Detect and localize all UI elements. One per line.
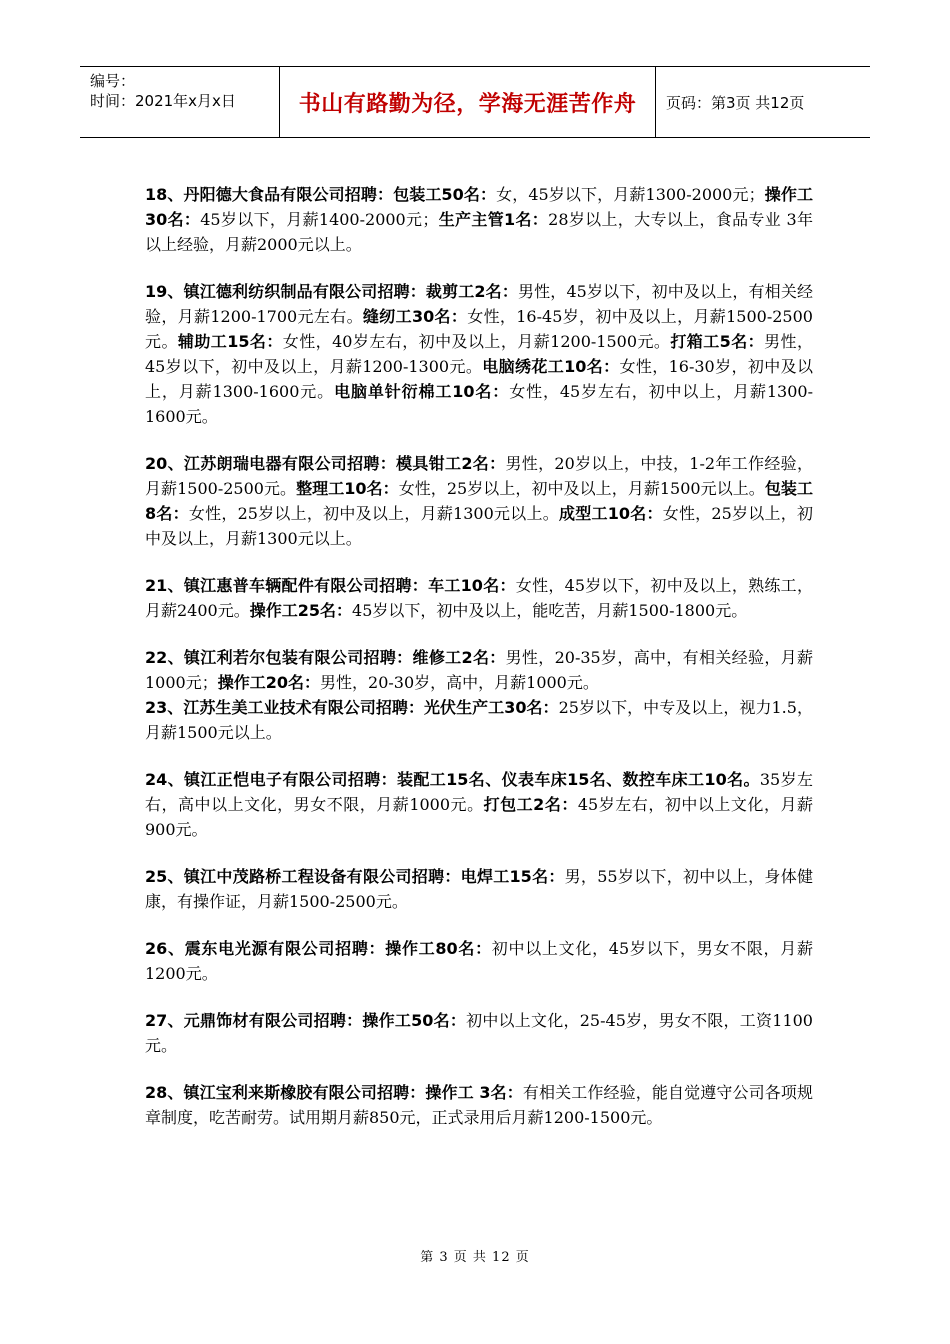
position-heading: 18、丹阳德大食品有限公司招聘：包装工50名： (145, 185, 497, 204)
position-heading: 操作工25名： (249, 601, 353, 620)
position-details: 35岁左右，高中以上文化，男女不限，月薪1000元。 (145, 770, 813, 814)
position-details: 初中以上文化，25-45岁，男女不限，工资1100元。 (145, 1011, 813, 1055)
position-details: 男性，20-35岁，高中，有相关经验，月薪1000元； (145, 648, 813, 692)
position-heading: 24、镇江正恺电子有限公司招聘：装配工15名、仪表车床15名、数控车床工10名。 (145, 770, 760, 789)
job-entry-18 (145, 182, 813, 257)
position-heading: 27、元鼎饰材有限公司招聘：操作工50名： (145, 1011, 467, 1030)
position-heading: 25、镇江中茂路桥工程设备有限公司招聘：电焊工15名： (145, 867, 565, 886)
document-number-label: 编号： (90, 72, 136, 90)
position-details: 男性，45岁以下，初中及以上，有相关经验，月薪1200-1700元左右。 (145, 282, 813, 326)
position-heading: 辅助工15名： (177, 332, 283, 351)
job-entry-19 (145, 279, 813, 429)
page-footer: 第 3 页 共 12 页 (420, 1250, 530, 1265)
header-meta (80, 67, 280, 137)
position-details: 男性，45岁以下，初中及以上，月薪1200-1300元。 (145, 332, 813, 376)
position-heading: 缝纫工30名： (362, 307, 468, 326)
position-heading: 打包工2名： (483, 795, 578, 814)
position-heading: 操作工20名： (217, 673, 321, 692)
position-details: 女性，25岁以上，初中及以上，月薪1500元以上。 (398, 479, 765, 498)
position-heading: 打箱工5名： (670, 332, 765, 351)
position-details: 女性，45岁左右，初中以上，月薪1300-1600元。 (145, 382, 813, 426)
job-entry-20 (145, 451, 813, 551)
document-date: 时间：2021年x月x日 (90, 92, 236, 110)
position-heading: 包装工8名： (145, 479, 813, 523)
header-page-info: 页码：第3页 共12页 (666, 93, 805, 112)
page-header (80, 66, 870, 138)
position-details: 男性，20-30岁，高中，月薪1000元。 (320, 673, 599, 692)
job-listings (145, 182, 813, 1152)
position-heading: 整理工10名： (296, 479, 399, 498)
job-entry-25 (145, 864, 813, 914)
position-details: 女性，25岁以上，初中及以上，月薪1300元以上。 (145, 504, 813, 548)
job-entry-22 (145, 645, 813, 695)
position-details: 28岁以上，大专以上，食品专业 3年以上经验，月薪2000元以上。 (145, 210, 813, 254)
position-heading: 19、镇江德利纺织制品有限公司招聘：裁剪工2名： (145, 282, 518, 301)
position-heading: 生产主管1名： (438, 210, 549, 229)
position-heading: 28、镇江宝利来斯橡胶有限公司招聘：操作工 3名： (145, 1083, 523, 1102)
position-details: 45岁以下，初中及以上，能吃苦，月薪1500-1800元。 (352, 601, 748, 620)
position-details: 男性，20岁以上，中技，1-2年工作经验，月薪1500-2500元。 (145, 454, 813, 498)
job-entry-24 (145, 767, 813, 842)
job-entry-26 (145, 936, 813, 986)
position-heading: 电脑绣花工10名： (482, 357, 620, 376)
position-details: 女性，16-45岁，初中及以上，月薪1500-2500元。 (145, 307, 813, 351)
job-entry-23 (145, 695, 813, 745)
job-entry-28 (145, 1080, 813, 1130)
position-details: 女，45岁以下，月薪1300-2000元； (496, 185, 765, 204)
job-entry-27 (145, 1008, 813, 1058)
position-details: 男，55岁以下，初中以上，身体健康，有操作证，月薪1500-2500元。 (145, 867, 813, 911)
position-heading: 成型工10名： (558, 504, 663, 523)
position-heading: 23、江苏生美工业技术有限公司招聘：光伏生产工30名： (145, 698, 559, 717)
position-details: 女性，45岁以下，初中及以上，熟练工，月薪2400元。 (145, 576, 813, 620)
position-details: 45岁左右，初中以上文化，月薪900元。 (145, 795, 813, 839)
position-details: 女性，25岁以上，初中及以上，月薪1300元以上。 (188, 504, 559, 523)
job-entry-21 (145, 573, 813, 623)
position-heading: 26、震东电光源有限公司招聘：操作工80名： (145, 939, 492, 958)
position-details: 有相关工作经验，能自觉遵守公司各项规章制度，吃苦耐劳。试用期月薪850元，正式录用后月薪1200-1500元。 (145, 1083, 813, 1127)
position-details: 女性，16-30岁，初中及以上，月薪1300-1600元。 (145, 357, 813, 401)
position-heading: 22、镇江利若尔包装有限公司招聘：维修工2名： (145, 648, 506, 667)
position-details: 45岁以下，月薪1400-2000元； (200, 210, 439, 229)
position-heading: 电脑单针衍棉工10名： (334, 382, 510, 401)
position-details: 25岁以下，中专及以上，视力1.5，月薪1500元以上。 (145, 698, 813, 742)
position-heading: 20、江苏朗瑞电器有限公司招聘：模具钳工2名： (145, 454, 506, 473)
position-details: 女性，40岁左右，初中及以上，月薪1200-1500元。 (282, 332, 671, 351)
position-heading: 操作工30名： (145, 185, 813, 229)
header-motto: 书山有路勤为径，学海无涯苦作舟 (280, 67, 656, 137)
position-details: 初中以上文化，45岁以下，男女不限，月薪1200元。 (145, 939, 813, 983)
position-heading: 21、镇江惠普车辆配件有限公司招聘：车工10名： (145, 576, 516, 595)
